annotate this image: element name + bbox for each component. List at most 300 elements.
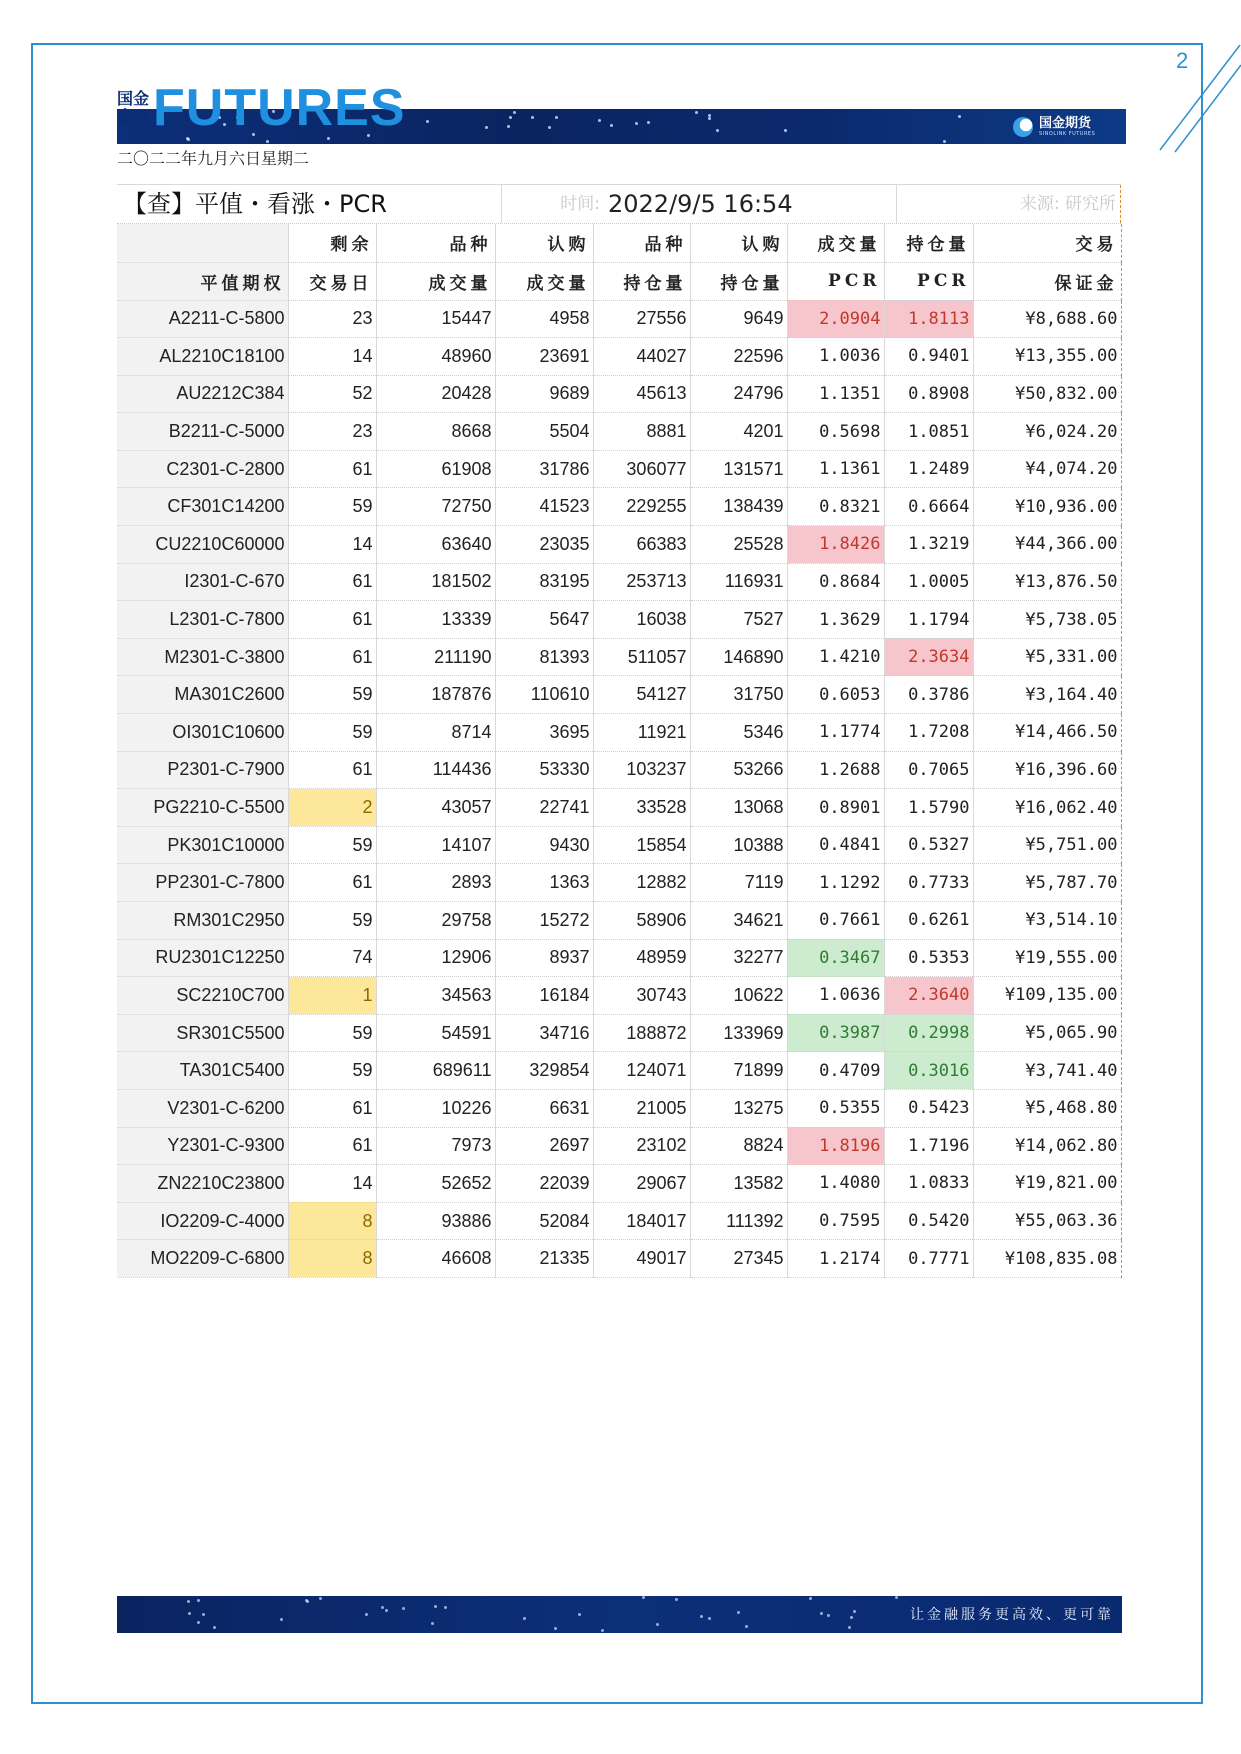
star-decoration bbox=[385, 1609, 388, 1612]
table-cell: 74 bbox=[288, 939, 376, 977]
table-cell: 131571 bbox=[690, 450, 787, 488]
table-cell: ¥14,062.80 bbox=[973, 1127, 1121, 1165]
table-cell: 20428 bbox=[376, 375, 495, 413]
table-row bbox=[117, 1202, 1121, 1240]
table-cell: 81393 bbox=[495, 638, 593, 676]
table-row bbox=[117, 789, 1121, 827]
star-decoration bbox=[507, 125, 510, 128]
table-cell: 14107 bbox=[376, 826, 495, 864]
table-cell: 23102 bbox=[593, 1127, 690, 1165]
table-cell: 0.6053 bbox=[787, 676, 884, 714]
table-cell: 1.3219 bbox=[884, 526, 973, 564]
option-code-cell: MO2209-C-6800 bbox=[117, 1240, 288, 1278]
table-cell: 0.7661 bbox=[787, 902, 884, 940]
star-decoration bbox=[365, 1613, 368, 1616]
table-row bbox=[117, 864, 1121, 902]
star-decoration bbox=[548, 126, 551, 129]
table-cell: 511057 bbox=[593, 638, 690, 676]
table-cell: 0.7733 bbox=[884, 864, 973, 902]
table-cell: 4201 bbox=[690, 413, 787, 451]
option-code-cell: P2301-C-7900 bbox=[117, 751, 288, 789]
table-cell: 34563 bbox=[376, 977, 495, 1015]
table-cell: 0.8908 bbox=[884, 375, 973, 413]
table-cell: 8824 bbox=[690, 1127, 787, 1165]
table-cell: 31786 bbox=[495, 450, 593, 488]
column-header bbox=[117, 224, 288, 262]
table-row bbox=[117, 1240, 1121, 1278]
star-decoration bbox=[716, 129, 719, 132]
star-decoration bbox=[695, 111, 698, 114]
table-cell: 23691 bbox=[495, 338, 593, 376]
table-cell: 187876 bbox=[376, 676, 495, 714]
column-header: 成交量 bbox=[495, 262, 593, 300]
time-value: 2022/9/5 16:54 bbox=[604, 185, 897, 223]
table-row bbox=[117, 902, 1121, 940]
table-cell: 1.0851 bbox=[884, 413, 973, 451]
column-header: 成交量 bbox=[787, 224, 884, 262]
table-cell: ¥8,688.60 bbox=[973, 300, 1121, 338]
table-row bbox=[117, 1127, 1121, 1165]
star-decoration bbox=[737, 1611, 740, 1614]
table-cell: 53330 bbox=[495, 751, 593, 789]
table-cell: 2.3640 bbox=[884, 977, 973, 1015]
column-header: 持仓量 bbox=[690, 262, 787, 300]
table-cell: 1.1351 bbox=[787, 375, 884, 413]
table-cell: 25528 bbox=[690, 526, 787, 564]
table-cell: 0.2998 bbox=[884, 1014, 973, 1052]
table-cell: 22741 bbox=[495, 789, 593, 827]
table-row bbox=[117, 939, 1121, 977]
table-cell: 54591 bbox=[376, 1014, 495, 1052]
option-code-cell: ZN2210C23800 bbox=[117, 1165, 288, 1203]
table-cell: 13068 bbox=[690, 789, 787, 827]
column-header: 成交量 bbox=[376, 262, 495, 300]
table-cell: 0.5327 bbox=[884, 826, 973, 864]
table-row bbox=[117, 638, 1121, 676]
table-cell: 0.7595 bbox=[787, 1202, 884, 1240]
table-cell: 253713 bbox=[593, 563, 690, 601]
table-cell: ¥14,466.50 bbox=[973, 714, 1121, 752]
table-cell: 211190 bbox=[376, 638, 495, 676]
table-cell: 43057 bbox=[376, 789, 495, 827]
star-decoration bbox=[188, 1612, 191, 1615]
table-cell: ¥5,331.00 bbox=[973, 638, 1121, 676]
table-cell: 9689 bbox=[495, 375, 593, 413]
table-cell: 27345 bbox=[690, 1240, 787, 1278]
star-decoration bbox=[197, 1621, 200, 1624]
table-cell: 15447 bbox=[376, 300, 495, 338]
table-cell: 93886 bbox=[376, 1202, 495, 1240]
table-cell: 61 bbox=[288, 563, 376, 601]
table-cell: 14 bbox=[288, 1165, 376, 1203]
brand-name: 国金期货 bbox=[1039, 116, 1092, 131]
table-cell: 1.0036 bbox=[787, 338, 884, 376]
column-header: PCR bbox=[884, 262, 973, 300]
star-decoration bbox=[280, 1618, 283, 1621]
table-cell: 7527 bbox=[690, 601, 787, 639]
table-cell: 2893 bbox=[376, 864, 495, 902]
star-decoration bbox=[708, 1617, 711, 1620]
star-decoration bbox=[610, 124, 613, 127]
table-cell: ¥10,936.00 bbox=[973, 488, 1121, 526]
table-cell: 13275 bbox=[690, 1089, 787, 1127]
table-cell: 184017 bbox=[593, 1202, 690, 1240]
column-header: 保证金 bbox=[973, 262, 1121, 300]
table-cell: 59 bbox=[288, 826, 376, 864]
table-cell: 8714 bbox=[376, 714, 495, 752]
header-row bbox=[117, 262, 1121, 300]
column-header: PCR bbox=[787, 262, 884, 300]
star-decoration bbox=[402, 1607, 405, 1610]
option-code-cell: RM301C2950 bbox=[117, 902, 288, 940]
column-header: 品种 bbox=[593, 224, 690, 262]
star-decoration bbox=[578, 1613, 581, 1616]
table-cell: 49017 bbox=[593, 1240, 690, 1278]
table-cell: 12882 bbox=[593, 864, 690, 902]
table-cell: ¥50,832.00 bbox=[973, 375, 1121, 413]
table-cell: 46608 bbox=[376, 1240, 495, 1278]
pcr-sheet bbox=[117, 184, 1121, 1278]
table-cell: 6631 bbox=[495, 1089, 593, 1127]
table-cell: ¥13,355.00 bbox=[973, 338, 1121, 376]
star-decoration bbox=[509, 116, 512, 119]
table-cell: 229255 bbox=[593, 488, 690, 526]
logo-cn: 国金 会 + bbox=[117, 89, 152, 126]
table-row bbox=[117, 714, 1121, 752]
table-cell: 61 bbox=[288, 638, 376, 676]
table-cell: 124071 bbox=[593, 1052, 690, 1090]
table-cell: 24796 bbox=[690, 375, 787, 413]
table-cell: 1.0005 bbox=[884, 563, 973, 601]
table-cell: 12906 bbox=[376, 939, 495, 977]
table-cell: 59 bbox=[288, 488, 376, 526]
option-code-cell: IO2209-C-4000 bbox=[117, 1202, 288, 1240]
footer-banner bbox=[117, 1596, 1122, 1633]
option-code-cell: CF301C14200 bbox=[117, 488, 288, 526]
column-header: 交易 bbox=[973, 224, 1121, 262]
star-decoration bbox=[853, 1610, 856, 1613]
option-code-cell: MA301C2600 bbox=[117, 676, 288, 714]
time-label: 时间: bbox=[560, 194, 600, 214]
table-cell: 52652 bbox=[376, 1165, 495, 1203]
table-cell: 63640 bbox=[376, 526, 495, 564]
star-decoration bbox=[213, 1626, 216, 1629]
table-cell: 1.1774 bbox=[787, 714, 884, 752]
corner-decoration bbox=[1150, 40, 1241, 160]
table-row bbox=[117, 450, 1121, 488]
table-cell: 8 bbox=[288, 1202, 376, 1240]
table-cell: 34621 bbox=[690, 902, 787, 940]
table-cell: 59 bbox=[288, 714, 376, 752]
table-cell: 0.5353 bbox=[884, 939, 973, 977]
table-cell: 0.6664 bbox=[884, 488, 973, 526]
table-cell: ¥5,065.90 bbox=[973, 1014, 1121, 1052]
table-cell: 72750 bbox=[376, 488, 495, 526]
table-cell: 8 bbox=[288, 1240, 376, 1278]
table-cell: 111392 bbox=[690, 1202, 787, 1240]
table-cell: 116931 bbox=[690, 563, 787, 601]
star-decoration bbox=[784, 129, 787, 132]
table-cell: 61908 bbox=[376, 450, 495, 488]
star-decoration bbox=[555, 116, 558, 119]
table-row bbox=[117, 676, 1121, 714]
table-row bbox=[117, 826, 1121, 864]
table-cell: ¥5,751.00 bbox=[973, 826, 1121, 864]
table-row bbox=[117, 488, 1121, 526]
table-cell: ¥3,514.10 bbox=[973, 902, 1121, 940]
table-cell: 0.4709 bbox=[787, 1052, 884, 1090]
table-cell: 1.2688 bbox=[787, 751, 884, 789]
table-cell: 0.8901 bbox=[787, 789, 884, 827]
table-cell: 1.2174 bbox=[787, 1240, 884, 1278]
table-cell: 14 bbox=[288, 338, 376, 376]
table-cell: ¥109,135.00 bbox=[973, 977, 1121, 1015]
table-cell: 61 bbox=[288, 1089, 376, 1127]
table-cell: 0.7065 bbox=[884, 751, 973, 789]
table-cell: 53266 bbox=[690, 751, 787, 789]
star-decoration bbox=[601, 1629, 604, 1632]
table-cell: 0.4841 bbox=[787, 826, 884, 864]
table-cell: 54127 bbox=[593, 676, 690, 714]
table-row bbox=[117, 1052, 1121, 1090]
table-cell: 31750 bbox=[690, 676, 787, 714]
table-cell: 52084 bbox=[495, 1202, 593, 1240]
star-decoration bbox=[809, 1597, 812, 1600]
star-decoration bbox=[700, 1615, 703, 1618]
table-cell: 10226 bbox=[376, 1089, 495, 1127]
table-cell: 0.6261 bbox=[884, 902, 973, 940]
table-cell: 1.0636 bbox=[787, 977, 884, 1015]
option-code-cell: CU2210C60000 bbox=[117, 526, 288, 564]
table-cell: 45613 bbox=[593, 375, 690, 413]
option-code-cell: AU2212C384 bbox=[117, 375, 288, 413]
star-decoration bbox=[485, 126, 488, 129]
table-cell: 29067 bbox=[593, 1165, 690, 1203]
table-cell: 1.8426 bbox=[787, 526, 884, 564]
sheet-header bbox=[117, 184, 1121, 224]
star-decoration bbox=[745, 1625, 748, 1628]
brand-sub: SINOLINK FUTURES bbox=[1039, 131, 1096, 137]
table-cell: 61 bbox=[288, 864, 376, 902]
option-code-cell: PK301C10000 bbox=[117, 826, 288, 864]
table-cell: 13339 bbox=[376, 601, 495, 639]
table-cell: 34716 bbox=[495, 1014, 593, 1052]
option-code-cell: B2211-C-5000 bbox=[117, 413, 288, 451]
table-cell: 22039 bbox=[495, 1165, 593, 1203]
table-cell: 59 bbox=[288, 1052, 376, 1090]
option-code-cell: PG2210-C-5500 bbox=[117, 789, 288, 827]
table-cell: 21005 bbox=[593, 1089, 690, 1127]
table-cell: 188872 bbox=[593, 1014, 690, 1052]
star-decoration bbox=[306, 1600, 309, 1603]
table-cell: 0.5423 bbox=[884, 1089, 973, 1127]
table-cell: 1.5790 bbox=[884, 789, 973, 827]
star-decoration bbox=[642, 1596, 645, 1599]
table-cell: 2.0904 bbox=[787, 300, 884, 338]
table-row bbox=[117, 526, 1121, 564]
option-code-cell: OI301C10600 bbox=[117, 714, 288, 752]
table-cell: 61 bbox=[288, 601, 376, 639]
column-header: 品种 bbox=[376, 224, 495, 262]
table-cell: 4958 bbox=[495, 300, 593, 338]
option-code-cell: SR301C5500 bbox=[117, 1014, 288, 1052]
table-cell: 146890 bbox=[690, 638, 787, 676]
table-cell: 9430 bbox=[495, 826, 593, 864]
star-decoration bbox=[635, 122, 638, 125]
option-code-cell: TA301C5400 bbox=[117, 1052, 288, 1090]
table-row bbox=[117, 1089, 1121, 1127]
table-row bbox=[117, 300, 1121, 338]
table-cell: ¥19,821.00 bbox=[973, 1165, 1121, 1203]
table-cell: ¥108,835.08 bbox=[973, 1240, 1121, 1278]
table-cell: 0.7771 bbox=[884, 1240, 973, 1278]
star-decoration bbox=[895, 1596, 898, 1599]
column-header: 平值期权 bbox=[117, 262, 288, 300]
star-decoration bbox=[647, 121, 650, 124]
table-cell: 1363 bbox=[495, 864, 593, 902]
table-cell: 71899 bbox=[690, 1052, 787, 1090]
option-code-cell: SC2210C700 bbox=[117, 977, 288, 1015]
table-row bbox=[117, 977, 1121, 1015]
table-cell: 10622 bbox=[690, 977, 787, 1015]
brand-logo bbox=[1013, 113, 1095, 141]
table-cell: ¥55,063.36 bbox=[973, 1202, 1121, 1240]
brand-mark-icon bbox=[1013, 117, 1033, 137]
star-decoration bbox=[943, 140, 946, 143]
table-cell: 2.3634 bbox=[884, 638, 973, 676]
star-decoration bbox=[327, 137, 330, 140]
column-header: 剩余 bbox=[288, 224, 376, 262]
source-label: 来源: 研究所 bbox=[897, 185, 1121, 223]
table-cell: 15854 bbox=[593, 826, 690, 864]
table-cell: ¥6,024.20 bbox=[973, 413, 1121, 451]
table-cell: ¥5,738.05 bbox=[973, 601, 1121, 639]
table-cell: 14 bbox=[288, 526, 376, 564]
table-cell: 1.4210 bbox=[787, 638, 884, 676]
table-cell: 181502 bbox=[376, 563, 495, 601]
table-cell: ¥44,366.00 bbox=[973, 526, 1121, 564]
column-header: 持仓量 bbox=[593, 262, 690, 300]
pcr-table bbox=[117, 224, 1122, 1278]
table-cell: ¥16,396.60 bbox=[973, 751, 1121, 789]
table-cell: 103237 bbox=[593, 751, 690, 789]
table-row bbox=[117, 601, 1121, 639]
logo-futures: FUTURES bbox=[153, 79, 406, 137]
star-decoration bbox=[381, 1606, 384, 1609]
page-number: 2 bbox=[1176, 48, 1189, 73]
column-header: 认购 bbox=[495, 224, 593, 262]
table-cell: 1.4080 bbox=[787, 1165, 884, 1203]
table-cell: 1.7196 bbox=[884, 1127, 973, 1165]
header-row bbox=[117, 224, 1121, 262]
option-code-cell: I2301-C-670 bbox=[117, 563, 288, 601]
star-decoration bbox=[708, 117, 711, 120]
table-cell: 59 bbox=[288, 1014, 376, 1052]
table-cell: 0.9401 bbox=[884, 338, 973, 376]
star-decoration bbox=[187, 138, 190, 141]
table-row bbox=[117, 1165, 1121, 1203]
table-cell: 7119 bbox=[690, 864, 787, 902]
table-cell: 7973 bbox=[376, 1127, 495, 1165]
report-date: 二〇二二年九月六日星期二 bbox=[117, 149, 310, 168]
table-cell: 1.2489 bbox=[884, 450, 973, 488]
table-cell: 689611 bbox=[376, 1052, 495, 1090]
star-decoration bbox=[197, 1599, 200, 1602]
table-cell: ¥3,164.40 bbox=[973, 676, 1121, 714]
sheet-title: 【查】平值・看涨・PCR bbox=[117, 185, 502, 223]
table-cell: 2697 bbox=[495, 1127, 593, 1165]
star-decoration bbox=[675, 1598, 678, 1601]
table-cell: 3695 bbox=[495, 714, 593, 752]
table-cell: 0.5420 bbox=[884, 1202, 973, 1240]
table-row bbox=[117, 375, 1121, 413]
table-cell: 0.3016 bbox=[884, 1052, 973, 1090]
table-cell: 30743 bbox=[593, 977, 690, 1015]
star-decoration bbox=[523, 1617, 526, 1620]
table-cell: 1.8113 bbox=[884, 300, 973, 338]
footer-slogan: 让金融服务更高效、更可靠 bbox=[910, 1607, 1114, 1623]
table-row bbox=[117, 338, 1121, 376]
table-cell: 66383 bbox=[593, 526, 690, 564]
table-cell: 44027 bbox=[593, 338, 690, 376]
star-decoration bbox=[202, 1613, 205, 1616]
table-cell: 329854 bbox=[495, 1052, 593, 1090]
table-cell: 0.3467 bbox=[787, 939, 884, 977]
star-decoration bbox=[848, 1626, 851, 1629]
table-cell: 61 bbox=[288, 1127, 376, 1165]
table-cell: 1 bbox=[288, 977, 376, 1015]
table-cell: 16038 bbox=[593, 601, 690, 639]
table-cell: ¥5,787.70 bbox=[973, 864, 1121, 902]
option-code-cell: PP2301-C-7800 bbox=[117, 864, 288, 902]
table-cell: 61 bbox=[288, 751, 376, 789]
table-cell: ¥13,876.50 bbox=[973, 563, 1121, 601]
table-cell: 58906 bbox=[593, 902, 690, 940]
table-cell: 9649 bbox=[690, 300, 787, 338]
star-decoration bbox=[426, 120, 429, 123]
table-cell: 1.3629 bbox=[787, 601, 884, 639]
table-cell: 48959 bbox=[593, 939, 690, 977]
star-decoration bbox=[187, 1600, 190, 1603]
table-row bbox=[117, 751, 1121, 789]
option-code-cell: L2301-C-7800 bbox=[117, 601, 288, 639]
table-cell: ¥19,555.00 bbox=[973, 939, 1121, 977]
star-decoration bbox=[319, 1597, 322, 1600]
table-cell: 0.8321 bbox=[787, 488, 884, 526]
table-cell: 41523 bbox=[495, 488, 593, 526]
option-code-cell: A2211-C-5800 bbox=[117, 300, 288, 338]
table-cell: 2 bbox=[288, 789, 376, 827]
table-cell: 1.7208 bbox=[884, 714, 973, 752]
table-cell: 1.8196 bbox=[787, 1127, 884, 1165]
table-cell: 1.1292 bbox=[787, 864, 884, 902]
option-code-cell: RU2301C12250 bbox=[117, 939, 288, 977]
table-cell: 1.1794 bbox=[884, 601, 973, 639]
star-decoration bbox=[958, 115, 961, 118]
option-code-cell: Y2301-C-9300 bbox=[117, 1127, 288, 1165]
option-code-cell: M2301-C-3800 bbox=[117, 638, 288, 676]
table-cell: 23035 bbox=[495, 526, 593, 564]
table-cell: 1.0833 bbox=[884, 1165, 973, 1203]
table-cell: 5504 bbox=[495, 413, 593, 451]
table-cell: 33528 bbox=[593, 789, 690, 827]
column-header: 交易日 bbox=[288, 262, 376, 300]
table-cell: 306077 bbox=[593, 450, 690, 488]
table-cell: 10388 bbox=[690, 826, 787, 864]
table-cell: 22596 bbox=[690, 338, 787, 376]
table-row bbox=[117, 413, 1121, 451]
table-cell: 21335 bbox=[495, 1240, 593, 1278]
